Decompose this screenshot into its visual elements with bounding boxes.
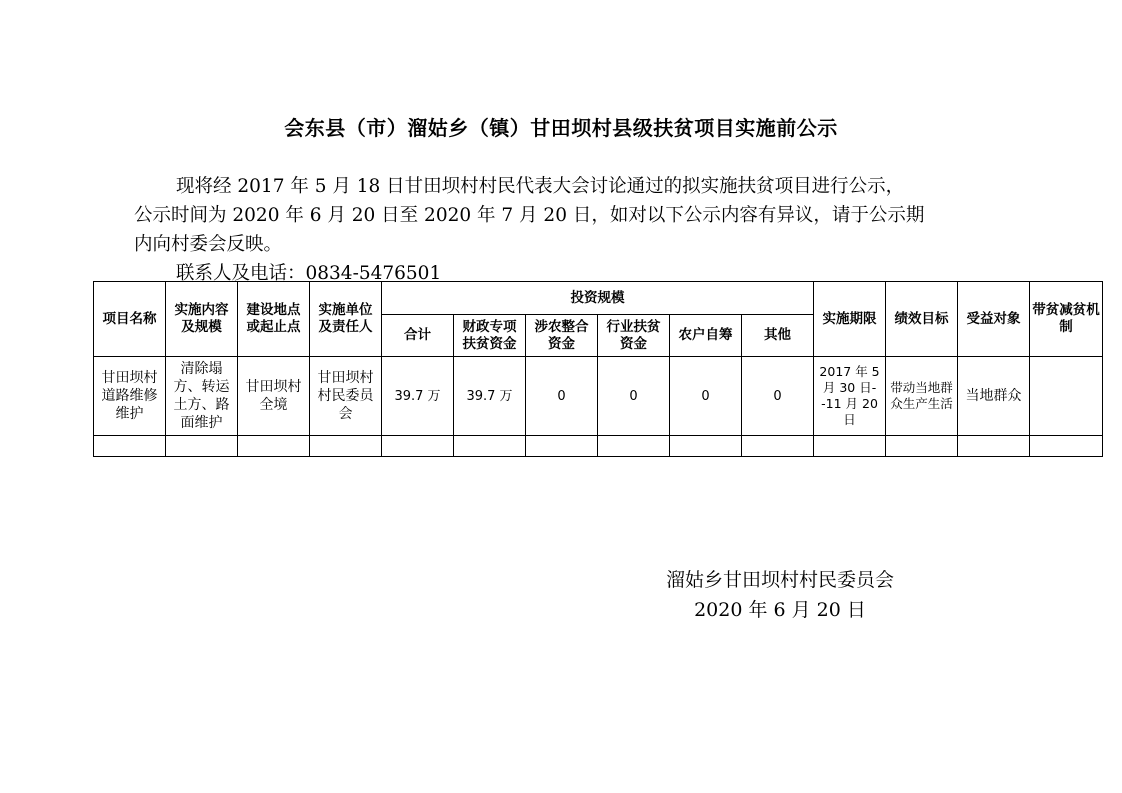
header-project-name: 项目名称 [94, 282, 166, 357]
header-industry: 行业扶贫资金 [598, 315, 670, 357]
cell-content: 清除塌方、转运土方、路面维护 [166, 357, 238, 436]
header-investment: 投资规模 [382, 282, 814, 315]
empty-cell [958, 436, 1030, 457]
empty-cell [526, 436, 598, 457]
cell-total: 39.7 万 [382, 357, 454, 436]
cell-mechanism [1030, 357, 1103, 436]
empty-cell [310, 436, 382, 457]
empty-cell [94, 436, 166, 457]
empty-cell [1030, 436, 1103, 457]
empty-cell [166, 436, 238, 457]
cell-target: 带动当地群众生产生活 [886, 357, 958, 436]
contact-line: 联系人及电话：0834-5476501 [176, 263, 442, 284]
cell-farmer: 0 [670, 357, 742, 436]
header-mechanism: 带贫减贫机制 [1030, 282, 1103, 357]
cell-project-name: 甘田坝村道路维修维护 [94, 357, 166, 436]
empty-cell [814, 436, 886, 457]
empty-cell [382, 436, 454, 457]
header-farmer: 农户自筹 [670, 315, 742, 357]
empty-cell [742, 436, 814, 457]
empty-cell [238, 436, 310, 457]
cell-fiscal: 39.7 万 [454, 357, 526, 436]
empty-cell [886, 436, 958, 457]
header-target: 绩效目标 [886, 282, 958, 357]
header-other: 其他 [742, 315, 814, 357]
header-fiscal: 财政专项扶贫资金 [454, 315, 526, 357]
cell-agri: 0 [526, 357, 598, 436]
cell-beneficiary: 当地群众 [958, 357, 1030, 436]
empty-cell [598, 436, 670, 457]
signature-org: 溜姑乡甘田坝村村民委员会 [665, 569, 894, 591]
empty-cell [454, 436, 526, 457]
cell-other: 0 [742, 357, 814, 436]
notice-line-1: 现将经 2017 年 5 月 18 日甘田坝村村民代表大会讨论通过的拟实施扶贫项目进行公示， [176, 176, 905, 197]
empty-table-row [94, 436, 1103, 457]
cell-location: 甘田坝村全境 [238, 357, 310, 436]
notice-line-3: 内向村委会反映。 [134, 234, 283, 255]
signature-date: 2020 年 6 月 20 日 [694, 599, 866, 621]
notice-line-2: 公示时间为 2020 年 6 月 20 日至 2020 年 7 月 20 日，如对以下公示内容有异议，请于公示期 [134, 205, 925, 226]
header-agri: 涉农整合资金 [526, 315, 598, 357]
empty-cell [670, 436, 742, 457]
header-period: 实施期限 [814, 282, 886, 357]
cell-unit: 甘田坝村村民委员会 [310, 357, 382, 436]
header-unit: 实施单位及责任人 [310, 282, 382, 357]
header-content: 实施内容及规模 [166, 282, 238, 357]
header-row-1 [94, 282, 1103, 315]
cell-industry: 0 [598, 357, 670, 436]
document-title: 会东县（市）溜姑乡（镇）甘田坝村县级扶贫项目实施前公示 [284, 116, 838, 140]
cell-period: 2017 年 5 月 30 日--11 月 20 日 [814, 357, 886, 436]
header-total: 合计 [382, 315, 454, 357]
project-table [93, 281, 1103, 457]
header-location: 建设地点或起止点 [238, 282, 310, 357]
table-row [94, 357, 1103, 436]
header-beneficiary: 受益对象 [958, 282, 1030, 357]
notice-paragraph [134, 172, 994, 288]
